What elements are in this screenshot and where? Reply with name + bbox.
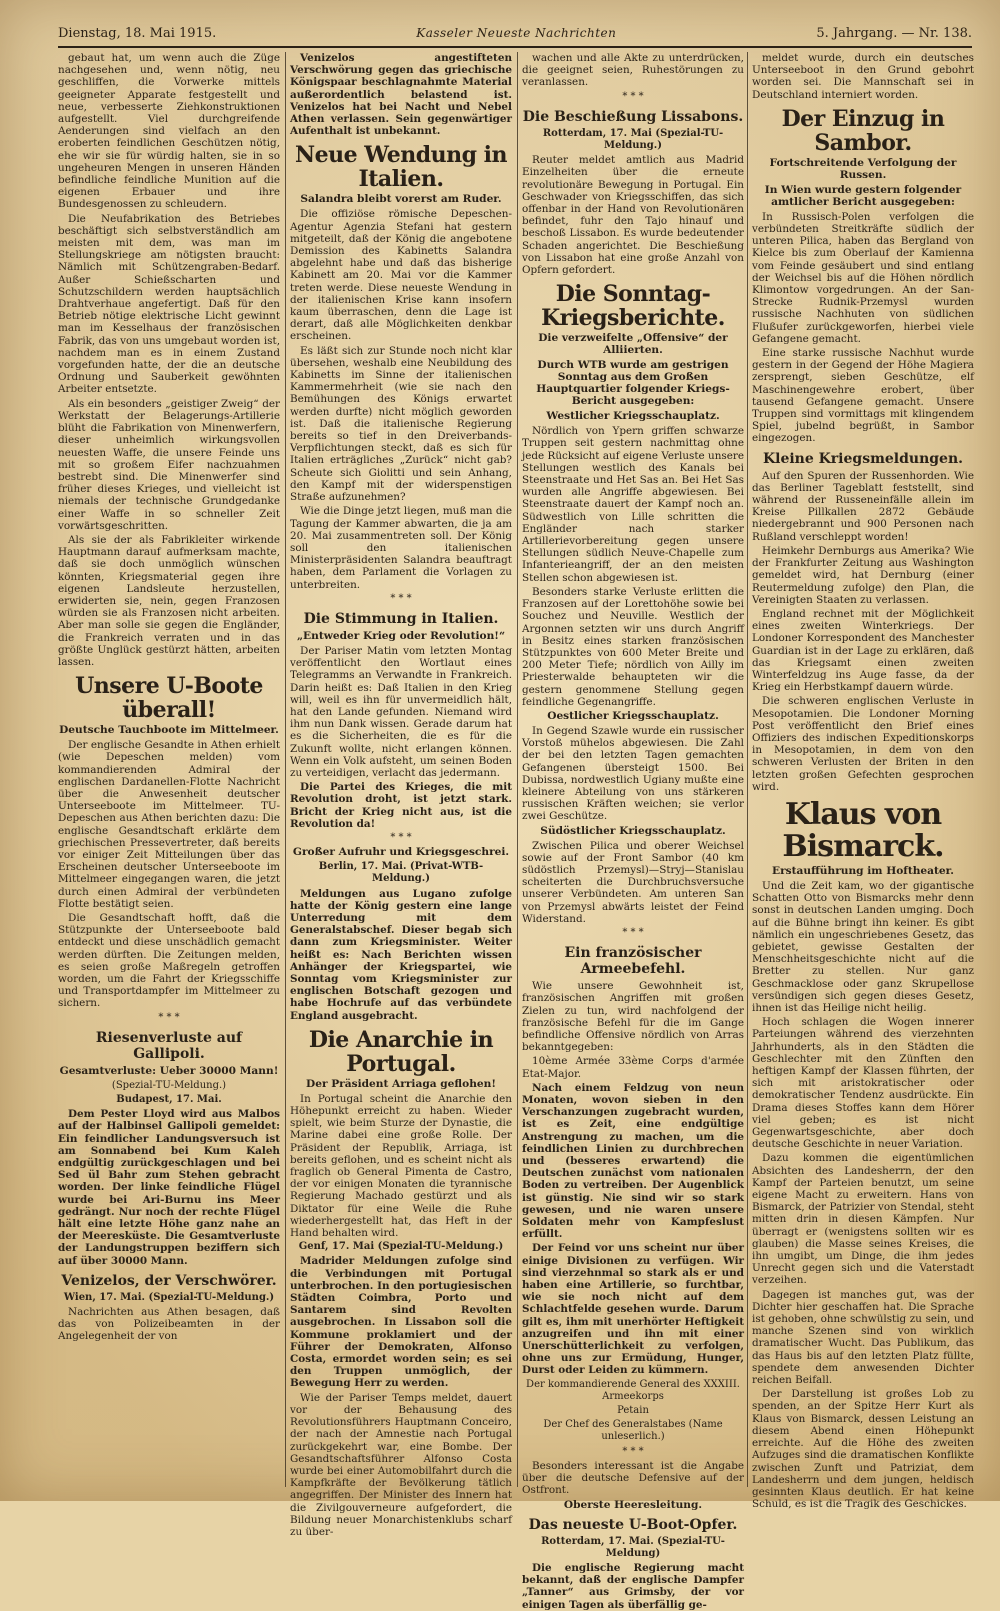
dateline: Genf, 17. Mai (Spezial-TU-Meldung.)	[298, 1241, 504, 1253]
headline-gallipoli: Riesenverluste auf Gallipoli.	[95, 1029, 243, 1062]
article-paragraph: Der Pariser Matin vom letzten Montag veröffentlicht den Wortlaut eines Telegramms an Verwandte in Frankreich. Darin heißt es: Daß Italien in den Krieg will, weil es ihn für unvermeidlich hält, hat den Lande gefunden. Niemand wird ihm nun Dank wissen. Gerade darum hat es die Sicherheiten, die es für die Zukunft wollte, nicht erlangen können. Wenn ein Volk aufsteht, um seinen Boden zu verteidigen, verlacht das jedermann.	[290, 644, 512, 779]
article-paragraph: Wie die Dinge jetzt liegen, muß man die Tagung der Kammer abwarten, die ja am 20. Mai zusammentreten soll. Der König soll den italienischen Ministerpräsidenten Salandra beauftragt haben, dem Parlament die Vorlagen zu unterbreiten.	[290, 505, 512, 591]
separator: * * *	[622, 1445, 644, 1457]
article-paragraph: Die englische Regierung macht bekannt, daß der englische Dampfer „Tanner“ aus Grimsby, der vor einigen Tagen als überfällig ge-	[522, 1561, 744, 1611]
article-paragraph: Die Neufabrikation des Betriebes beschäftigt sich selbstverständlich am meisten mit dem, was man im Stellungskriege am nötigsten braucht: Nämlich mit Schützengraben-Bedarf. Außer Schießscharten und Schutzschildern werden hauptsächlich Drahtverhaue angefertigt. Daß für den Betrieb nötige elektrische Licht gewinnt man im Kesselhaus der französischen Fabrik, das von uns umgebaut worden ist, nachdem man es in einem Zustand vorgefunden hatte, der die an deutsche Ordnung und Sauberkeit gewöhnten Arbeiter entsetzte.	[58, 212, 280, 396]
article-paragraph: Reuter meldet amtlich aus Madrid Einzelheiten über die erneute revolutionäre Bewegung in Portugal. Ein Geschwader von Kriegsschiffen, das sich offenbar in der Hand von Revolutionären befindet, fuhr den Tajo hinauf und beschoß Lissabon. Es wurde bedeutender Schaden angerichtet. Die Beschießung von Lissabon hat eine große Anzahl von Opfern gefordert.	[522, 154, 744, 277]
article-paragraph: Wie unsere Gewohnheit ist, französischen Angriffen mit großen Zielen zu tun, wird nachfolgend der französische Befehl für die im Gange befindliche Offensive nördlich von Arras bekanntgegeben:	[522, 980, 744, 1054]
article-paragraph: In Gegend Szawle wurde ein russischer Vorstoß mühelos abgewiesen. Die Zahl der bei den letzten Tagen gemachten Gefangenen übersteigt 1500. Bei Dubissa, nordwestlich Ugiany mußte eine kleinere Abteilung von uns stärkeren russischen Kräften weichen; sie verlor zwei Geschütze.	[522, 724, 744, 823]
note: Durch WTB wurde am gestrigen Sonntag aus dem Großen Hauptquartier folgender Kriegs-Bericht ausgegeben:	[536, 359, 730, 408]
headline-armeebefehl: Ein französischer Armeebefehl.	[564, 945, 702, 978]
headline-sonntag: Die Sonntag-Kriegsberichte.	[541, 281, 725, 332]
separator: * * *	[622, 90, 644, 102]
section-heading: Oestlicher Kriegsschauplatz.	[547, 709, 719, 722]
issue-number: 5. Jahrgang. — Nr. 138.	[816, 25, 972, 41]
headline-opfer: Das neueste U-Boot-Opfer.	[528, 1516, 738, 1533]
column-3	[522, 52, 744, 1611]
article-paragraph: In Portugal scheint die Anarchie den Höhepunkt erreicht zu haben. Wieder spielt, wie beim Sturze der Dynastie, die Marine dabei eine große Rolle. Der Präsident der Republik, Arriaga, ist bereits geflohen, und es scheint nicht als fraglich ob General Pimenta de Castro, der vor einigen Monaten die tyrannische Regierung Machado gestürzt und als Diktator für eine Weile die Ruhe wiederhergestellt hat, das Heft in der Hand behalten wird.	[290, 1092, 512, 1240]
column-2	[290, 52, 512, 1538]
article-paragraph: Madrider Meldungen zufolge sind die Verbindungen mit Portugal unterbrochen. In den portugiesischen Städten Coimbra, Porto und Santarem sind Revolten ausgebrochen. In Lissabon soll die Kommune proklamiert und der Führer der Demokraten, Alfonso Costa, ermordet worden sein; es sei den Truppen unmöglich, der Bewegung Herr zu werden.	[290, 1255, 512, 1390]
subheadline: Die verzweifelte „Offensive“ der Alliierten.	[538, 332, 728, 357]
separator: * * *	[390, 592, 412, 604]
article-paragraph: Der englische Gesandte in Athen erhielt (wie Depeschen melden) vom kommandierenden Admiral der englischen Dardanellen-Flotte Nachricht über die Anwesenheit deutscher Unterseeboote im Mittelmeer. TU-Depeschen aus Athen berichten dazu: Die englische Gesandtschaft erklärte dem griechischen Pressevertreter, daß bereits vor einiger Zeit Mitteilungen über das Erscheinen deutscher Unterseeboote im Mittelmeer eingegangen waren, die jetzt durch einen Admiral der verbündeten Flotte bestätigt seien.	[58, 739, 280, 910]
headline-venizelos: Venizelos, der Verschwörer.	[61, 1272, 277, 1289]
headline-portugal: Die Anarchie in Portugal.	[308, 1026, 494, 1077]
separator: * * *	[390, 831, 412, 843]
article-paragraph: Nachrichten aus Athen besagen, daß das von Polizeibeamten in der Angelegenheit der von	[58, 1306, 280, 1343]
signature: Der Chef des Generalstabes (Name unleserlich.)	[543, 1419, 723, 1443]
separator: * * *	[622, 926, 644, 938]
subheadline: Erstaufführung im Hoftheater.	[772, 864, 954, 877]
article-paragraph: Dem Pester Lloyd wird aus Malbos auf der Halbinsel Gallipoli gemeldet: Ein feindlicher Landungsversuch ist am Sonnabend bei Kum Kaleh endgültig zurückgeschlagen und bei Sed ül Bahr zum Stehen gebracht worden. Der linke feindliche Flügel wurde bei Ari-Burnu ins Meer gedrängt. Nur noch der rechte Flügel hält eine letzte Höhe ganz nahe an der Meeresküste. Die Gesamtverluste der Landungstruppen beziffern sich auf über 30000 Mann.	[58, 1108, 280, 1267]
article-paragraph: meldet wurde, durch ein deutsches Unterseeboot in den Grund gebohrt worden sei. Die Mannschaft sei in Deutschland interniert worden.	[752, 52, 974, 101]
column-4	[752, 52, 974, 1511]
article-paragraph: Nach einem Feldzug von neun Monaten, wovon sieben in den Verschanzungen zugebracht wurden, ist es Zeit, eine endgültige Anstrengung zu machen, um die feindlichen Linien zu durchbrechen und (besseres erwartend) die Deutschen zunächst vom nationalen Boden zu vertreiben. Der Augenblick ist günstig. Nie sind wir so stark gewesen, und nie waren unsere Soldaten mehr von Kampfeslust erfüllt.	[522, 1081, 744, 1241]
article-paragraph: Dazu kommen die eigentümlichen Absichten des Landesherrn, der den Kampf der Parteien benutzt, um seine eigene Macht zu erweitern. Hans von Bismarck, der Patrizier von Stendal, steht mitten drin in diesen Kämpfen. Nur überragt er (wenigstens sollten wir es glauben) die Masse seines Kreises, die ihn umgibt, um Dinge, die ihm jedes Unrecht gegen sich und die Vaterstadt verzeihen.	[752, 1152, 974, 1287]
article-paragraph: wachen und alle Akte zu unterdrücken, die geeignet seien, Ruhestörungen zu veranlassen.	[522, 52, 744, 89]
article-paragraph: Hoch schlagen die Wogen innerer Parteiungen während des vierzehnten Jahrhunderts, als in den Städten die Geschlechter mit den Zünften den heftigen Kampf der Klassen führten, der sich mit aristokratischer oder demokratischer Tendenz ausdrückte. Ein Drama dieses Stoffes kann dem Hörer viel geben; es ist nicht Gegenwartsgeschichte, aber doch deutsche Geschichte in neuer Variation.	[752, 1016, 974, 1151]
subheadline: „Entweder Krieg oder Revolution!“	[296, 629, 506, 642]
article-paragraph: gebaut hat, um wenn auch die Züge nachgesehen und, wenn nötig, neu geschliffen, die Vorwerke mittels geeigneter Apparate festgestellt und neue, verbesserte Ziehkonstruktionen aufgestellt. Viel durchgreifende Aenderungen sind vielfach an den eroberten feindlichen Geschützen nötig, ehe wir sie für würdig halten, sie in so ungeheuren Mengen in unseren Händen befindliche feindliche Munition auf die eigenen Erbauer und ihre Bundesgenossen zu schleudern.	[58, 52, 280, 211]
subheadline: Fortschreitende Verfolgung der Russen.	[769, 156, 957, 181]
section-heading: Oberste Heeresleitung.	[563, 1498, 703, 1511]
article-paragraph: Die Gesandtschaft hofft, daß die Stützpunkte der Unterseeboote bald entdeckt und diese unschädlich gemacht werden dürften. Die Zeitungen melden, es seien große Maßregeln getroffen worden, um die Fahrt der Kriegsschiffe und Transportdampfer im Mittelmeer zu sichern.	[58, 912, 280, 1010]
headline-stimmung: Die Stimmung in Italien.	[303, 610, 499, 627]
subheadline: Salandra bleibt vorerst am Ruder.	[300, 193, 502, 206]
article-paragraph: Meldungen aus Lugano zufolge hatte der König gestern eine lange Unterredung mit dem Generalstabschef. Dieser begab sich dann zum Kriegsminister. Weiter heißt es: Nach Berichten wissen Anhänger der Kriegspartei, wie Sonntag vom Kriegsminister zur englischen Botschaft gezogen und habe Hochrufe auf das verbündete England ausgebracht.	[290, 887, 512, 1022]
dateline: Rotterdam, 17. Mai. (Spezial-TU-Meldung)	[541, 1535, 725, 1559]
source-line: (Spezial-TU-Meldung.)	[111, 1079, 227, 1091]
article-paragraph: Dagegen ist manches gut, was der Dichter hier geschaffen hat. Die Sprache ist gehoben, ohne schwülstig zu sein, und manche Szenen sind von wirklich dramatischer Wucht. Das Publikum, das das Haus bis auf den letzten Platz füllte, spendete dem anwesenden Dichter reichen Beifall.	[752, 1288, 974, 1387]
column-rule	[285, 52, 286, 1487]
column-1	[58, 52, 280, 1489]
separator: * * *	[158, 1011, 180, 1023]
subheadline: Der Präsident Arriaga geflohen!	[306, 1077, 496, 1090]
headline-bismarck: Klaus von Bismarck.	[782, 796, 944, 864]
article-paragraph: Auf den Spuren der Russenhorden. Wie das Berliner Tageblatt feststellt, sind während der Russeneinfälle allein im Kreise Pillkallen 2872 Gebäude niedergebrannt und 900 Personen nach Rußland verschleppt worden!	[752, 469, 974, 543]
subheadline: Gesamtverluste: Ueber 30000 Mann!	[59, 1064, 279, 1077]
section-heading: Westlicher Kriegsschauplatz.	[546, 410, 720, 423]
headline-sambor: Der Einzug in Sambor.	[781, 105, 945, 156]
article-paragraph: England rechnet mit der Möglichkeit eines zweiten Winterkriegs. Der Londoner Korrespondent des Manchester Guardian ist in der Lage zu erklären, daß das Kriegsamt einen zweiten Winterfeldzug ins Auge fasse, da der Krieg ein Herbstkampf dauern würde.	[752, 607, 974, 694]
dateline: Budapest, 17. Mai.	[116, 1094, 222, 1106]
article-paragraph: Der Feind vor uns scheint nur über einige Divisionen zu verfügen. Wir sind vierzehnmal so stark als er und haben eine Artillerie, so furchtbar, wie sie noch nicht auf dem Schlachtfelde gesehen wurde. Darum gilt es, ihm mit unerhörter Heftigkeit anzugreifen und ihn mit einer Unerschütterlichkeit zu verfolgen, ohne uns zur Ermüdung, Hunger, Durst oder Leiden zu kümmern.	[522, 1242, 744, 1377]
dateline: Rotterdam, 17. Mai (Spezial-TU-Meldung.)	[542, 127, 724, 152]
article-paragraph: Der Darstellung ist großes Lob zu spenden, an der Spitze Herr Kurt als Klaus von Bismarck, dessen Leistung an diesem Abend einen Höhepunkt erreichte. Auf die Höhe des zweiten Aufzuges sind die dramatischen Konflikte zwischen Zunft und Patriziat, dem Landesherrn und dem jungen, heldisch gesinnten Klaus deutlich. Er hat keine Schuld, es ist die Tragik des Geschickes.	[752, 1388, 974, 1511]
article-paragraph: Wie der Pariser Temps meldet, dauert vor der Behausung des Revolutionsführers Hauptmann Conceiro, der nach der Amnestie nach Portugal zurückgekehrt war, eine Bombe. Der Gesandtschaftsführer Alfonso Costa wurde bei einer Automobilfahrt durch die Kampfkräfte der Bevölkerung tätlich angegriffen. Der Minister des Innern hat die Zivilgouverneure aufgefordert, die Bildung neuer Monarchistenklubs scharf zu über-	[290, 1391, 512, 1538]
section-heading: Südöstlicher Kriegsschauplatz.	[540, 824, 726, 837]
article-paragraph: Besonders interessant ist die Angabe über die deutsche Defensive auf der Ostfront.	[522, 1459, 744, 1497]
headline-uboote: Unsere U-Boote überall!	[75, 673, 263, 724]
issue-date: Dienstag, 18. Mai 1915.	[58, 25, 217, 41]
article-paragraph: Als sie der als Fabrikleiter wirkende Hauptmann darauf aufmerksam machte, daß sie doch unmöglich wünschen könnten, Kriegsmaterial gegen ihre eigenen Landsleute herzustellen, erwiderten sie, nein, gegen Franzosen würden sie als Franzosen nicht arbeiten. Aber man solle sie gegen die Engländer, die Frankreich verraten und in das größte Unglück gestürzt hätten, arbeiten lassen.	[58, 533, 280, 668]
signature: Der kommandierende General des XXXIII. Armeekorps	[526, 1378, 740, 1402]
article-paragraph: Eine starke russische Nachhut wurde gestern in der Gegend der Höhe Magiera zersprengt, sieben Geschütze, elf Maschinengewehre erobert, über tausend Gefangene gemacht. Unsere Truppen sind vormittags mit klingendem Spiel, jubelnd begrüßt, in Sambor eingezogen.	[752, 347, 974, 445]
masthead	[58, 20, 972, 48]
article-paragraph: Als ein besonders „geistiger Zweig“ der Werkstatt der Belagerungs-Artillerie blüht die Fabrikation von Minenwerfern, dieser unheimlich wirkungsvollen neuesten Waffe, die unsere Feinde uns mit so großem Eifer nachzuahmen bestrebt sind. Die Minenwerfer sind früher dieses Krieges, und vielleicht ist niemals der technische Grundgedanke einer Waffe in so schneller Zeit vorwärtsgeschritten.	[58, 397, 280, 532]
headline-italien: Neue Wendung in Italien.	[295, 142, 507, 193]
article-paragraph: Heimkehr Dernburgs aus Amerika? Wie der Frankfurter Zeitung aus Washington gemeldet wird, hat Dernburg (einer Reutermeldung zufolge) den Plan, die Vereinigten Staaten zu verlassen.	[752, 544, 974, 606]
article-paragraph: Zwischen Pilica und oberer Weichsel sowie auf der Front Sambor (40 km südöstlich Przemysl)—Stryj—Stanislau scheiterten die Durchbruchsversuche unserer Verbündeten. Am unteren San von Przemysl abwärts leistet der Feind Widerstand.	[522, 839, 744, 925]
article-paragraph: Nördlich von Ypern griffen schwarze Truppen seit gestern nachmittag ohne jede Rücksicht auf eigene Verluste unsere Stellungen westlich des Kanals bei Steenstraate und Het Sas an. Bei Het Sas wurden alle Angriffe abgewiesen. Bei Steenstraate dauert der Kampf noch an. Südwestlich von Lille schritten die Engländer nach starker Artillerievorbereitung gegen unsere Stellungen südlich Neuve-Chapelle zum Infanterieangriff, der an den meisten Stellen schon abgewiesen ist.	[522, 425, 744, 584]
dateline: Berlin, 17. Mai. (Privat-WTB-Meldung.)	[318, 861, 484, 885]
article-paragraph: In Russisch-Polen verfolgen die verbündeten Streitkräfte südlich der unteren Pilica, haben das Bergland von Kielce bis zum Oberlauf der Kamienna vom Feinde gesäubert und sind entlang der Weichsel bis auf die Höhen nördlich Klimontow vorgedrungen. An der San-Strecke Rudnik-Przemysl wurden russische Nachhuten von südlichen Flußufer zurückgeworfen, hierbei viele Gefangene gemacht.	[752, 210, 974, 345]
signature: Petain	[617, 1405, 649, 1417]
column-rule	[517, 52, 518, 1487]
dateline: Wien, 17. Mai. (Spezial-TU-Meldung.)	[63, 1291, 275, 1303]
headline-kleine: Kleine Kriegsmeldungen.	[762, 450, 964, 467]
article-paragraph: Es läßt sich zur Stunde noch nicht klar übersehen, weshalb eine Neubildung des Kabinetts im Sinne der italienischen Kammermehrheit (wie sie nach den Bemühungen des Königs erwartet werden durfte) nicht möglich geworden ist. Daß die italienische Regierung bereits so tief in den Dreiverbands-Verpflichtungen steckt, daß es sich für Italien erträgliches „Zurück“ nicht gab? Scheute sich Giolitti und sein Anhang, den Kampf mit der widerspenstigen Straße aufzunehmen?	[290, 344, 512, 504]
article-paragraph: Die Partei des Krieges, die mit Revolution droht, ist jetzt stark. Bricht der Krieg nicht aus, ist die Revolution da!	[290, 781, 512, 830]
subheadline: Deutsche Tauchboote im Mittelmeer.	[59, 724, 279, 737]
article-paragraph: Die offiziöse römische Depeschen-Agentur Agenzia Stefani hat gestern mitgeteilt, daß der König die angebotene Demission des Kabinetts Salandra abgelehnt habe und daß das bisherige Kabinett am 20. Mai vor die Kammer treten werde. Diese neueste Wendung in der italienischen Krise kann insofern kaum überraschen, denn die Lage ist derart, daß alle Möglichkeiten denkbar erscheinen.	[290, 208, 512, 343]
headline-aufruhr: Großer Aufruhr und Kriegsgeschrei.	[292, 846, 510, 859]
article-paragraph: Besonders starke Verluste erlitten die Franzosen auf der Lorettohöhe sowie bei Souchez und Neuville. Westlich der Argonnen setzten wir uns durch Angriff in Besitz eines starken französischen Stützpunktes von 600 Meter Breite und 200 Meter Tiefe; nördlich von Ailly im Priesterwalde behaupteten wir die gestern genommene Stellung gegen feindliche Gegenangriffe.	[522, 585, 744, 708]
column-rule	[747, 52, 748, 1487]
article-paragraph: Und die Zeit kam, wo der gigantische Schatten Otto von Bismarcks mehr denn sonst in deutschen Landen umging. Doch auf die Bühne bringt ihn keiner. Es gibt nämlich ein ungeschriebenes Gesetz, das gebietet, gewisse Gestalten der Menschheitsgeschichte nicht auf die Bretter zu stellen. Nur ganz Geschmacklose oder ganz Skrupellose versündigen sich gegen dieses Gesetz, ihnen ist das Heilige nicht heilig.	[752, 879, 974, 1014]
article-paragraph: Venizelos angestifteten Verschwörung gegen das griechische Königspaar beschlagnahmte Material außerordentlich belastend ist. Venizelos hat bei Nacht und Nebel Athen verlassen. Sein gegenwärtiger Aufenthalt ist unbekannt.	[290, 52, 512, 138]
article-paragraph: 10ème Armée 33ème Corps d'armée Etat-Major.	[522, 1055, 744, 1080]
article-paragraph: Die schweren englischen Verluste in Mesopotamien. Die Londoner Morning Post veröffentlicht den Brief eines Offiziers des indischen Expeditionskorps in Mesopotamien, in dem von den schweren Verlusten der Briten in den letzten großen Gefechten gesprochen wird.	[752, 695, 974, 793]
headline-lissabon: Die Beschießung Lissabons.	[522, 108, 744, 125]
newspaper-title: Kasseler Neueste Nachrichten	[416, 26, 617, 40]
note: In Wien wurde gestern folgender amtlicher Bericht ausgegeben:	[764, 183, 962, 208]
